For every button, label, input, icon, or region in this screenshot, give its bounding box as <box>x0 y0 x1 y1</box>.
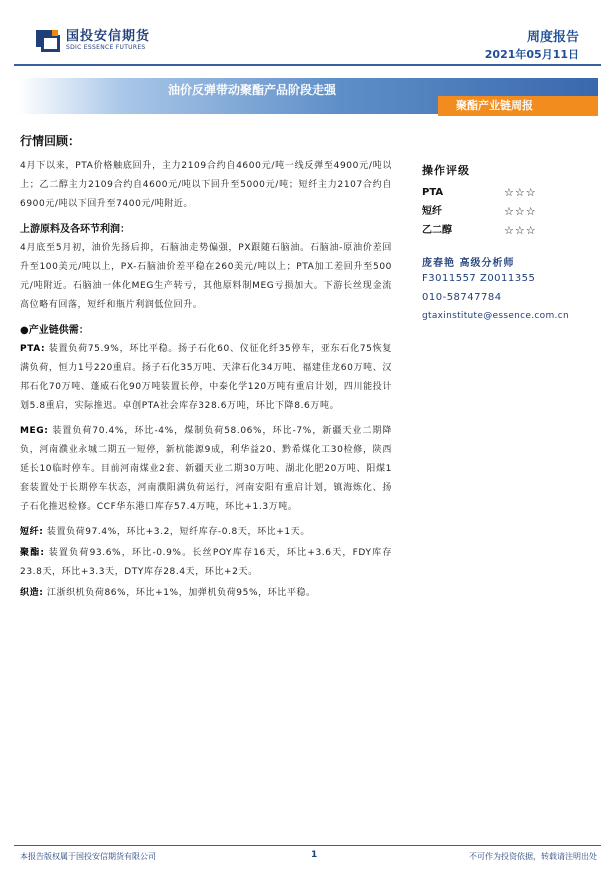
logo-english-name: SDIC ESSENCE FUTURES <box>66 44 146 51</box>
star-rating-icon: ☆☆☆ <box>504 186 537 199</box>
star-rating-icon: ☆☆☆ <box>504 205 537 218</box>
market-review-heading: 行情回顾： <box>20 134 81 148</box>
rating-row <box>422 183 612 202</box>
upstream-heading: 上游原料及各环节利润： <box>20 224 130 235</box>
report-title: 油价反弹带动聚酯产品阶段走强 <box>168 83 337 97</box>
report-date: 2021年05月11日 <box>484 48 579 61</box>
page-number: 1 <box>311 850 318 860</box>
rating-row <box>422 202 612 221</box>
rating-name: 乙二醇 <box>422 225 452 236</box>
industry-chain-heading: ●产业链供需： <box>20 325 89 336</box>
market-review-text: 4月下以来，PTA价格触底回升，主力2109合约自4600元/吨一线反弹至4900元/吨以上；乙二醇主力2109合约自4600元/吨以下回升至5000元/吨；短纤主力2107合约自6900元/吨以下回升至7400元/吨附近。 <box>20 161 392 209</box>
rating-name: PTA <box>422 187 444 198</box>
meg-label: MEG: <box>20 426 49 436</box>
sidebar <box>422 162 612 326</box>
weaving-label: 织造: <box>20 588 44 598</box>
upstream-text: 4月底至5月初，油价先扬后抑，石脑油走势偏强，PX跟随石脑油。石脑油-原油价差回升至100美元/吨以上，PX-石脑油价差平稳在260美元/吨以上；PTA加工差回升至500元/吨附近。石脑油一体化MEG生产转亏，其他原料制MEG亏损加大。下游长丝现金流高位略有回落，短纤和瓶片利润低位回升。 <box>20 243 392 310</box>
analyst-name: 庞春艳 高级分析师 <box>422 258 515 269</box>
report-type: 周度报告 <box>526 30 579 45</box>
pta-paragraph <box>20 340 392 416</box>
logo-icon <box>36 30 60 52</box>
star-rating-icon: ☆☆☆ <box>504 224 537 237</box>
pta-text: 装置负荷75.9%，环比平稳。扬子石化60、仪征化纤35停车，亚东石化75恢复满负荷，恒力1号220重启。扬子石化35万吨、天津石化34万吨、福建佳龙60万吨、汉邦石化70万吨、蓬威石化90万吨装置长停，中泰化学120万吨有重启计划，四川能投计划5.8重启，实际推迟。卓创PTA社会库存328.6万吨，环比下降8.6万吨。 <box>20 344 392 411</box>
rating-heading: 操作评级 <box>422 164 470 177</box>
rating-name: 短纤 <box>422 206 442 217</box>
meg-paragraph <box>20 422 392 517</box>
pta-label: PTA: <box>20 344 46 354</box>
main-content <box>20 128 392 609</box>
logo-chinese-name: 国投安信期货 <box>66 29 151 44</box>
polyester-label: 聚酯: <box>20 548 45 558</box>
polyester-text: 装置负荷93.6%，环比-0.9%。长丝POY库存16天，环比+3.6天，FDY库存23.8天，环比+3.3天，DTY库存28.4天，环比+2天。 <box>20 548 392 577</box>
analyst-phone: 010-58747784 <box>422 292 502 303</box>
footer-divider <box>14 845 601 846</box>
psf-paragraph <box>20 523 392 542</box>
meg-text: 装置负荷70.4%，环比-4%，煤制负荷58.06%，环比-7%，新疆天业二期降负，河南濮业永城二期五一短停，新杭能源9成，利华益20、黔希煤化工30检修，陕西延长10临时停车。目前河南煤业2套、新疆天业二期30万吨、湖北化肥20万吨、阳煤1套装置处于长期停车状态，河南濮阳满负荷运行，河南安阳有重启计划，镇海炼化、扬子石化推迟检修。CCF华东港口库存57.4万吨，环比+1.3万吨。 <box>20 426 392 512</box>
weaving-paragraph <box>20 584 392 603</box>
company-logo <box>36 30 150 52</box>
header-divider <box>14 64 601 66</box>
weaving-text: 江浙织机负荷86%，环比+1%，加弹机负荷95%，环比平稳。 <box>46 588 316 598</box>
report-series-tag: 聚酯产业链周报 <box>438 96 598 116</box>
analyst-license: F3011557 Z0011355 <box>422 273 536 284</box>
rating-row <box>422 221 612 240</box>
analyst-email[interactable]: gtaxinstitute@essence.com.cn <box>422 311 569 321</box>
psf-text: 装置负荷97.4%，环比+3.2，短纤库存-0.8天，环比+1天。 <box>46 527 310 537</box>
psf-label: 短纤: <box>20 527 44 537</box>
polyester-paragraph <box>20 544 392 582</box>
footer-copyright: 本报告版权属于国投安信期货有限公司 <box>20 852 156 861</box>
footer-disclaimer: 不可作为投资依据，转载请注明出处 <box>469 852 597 861</box>
